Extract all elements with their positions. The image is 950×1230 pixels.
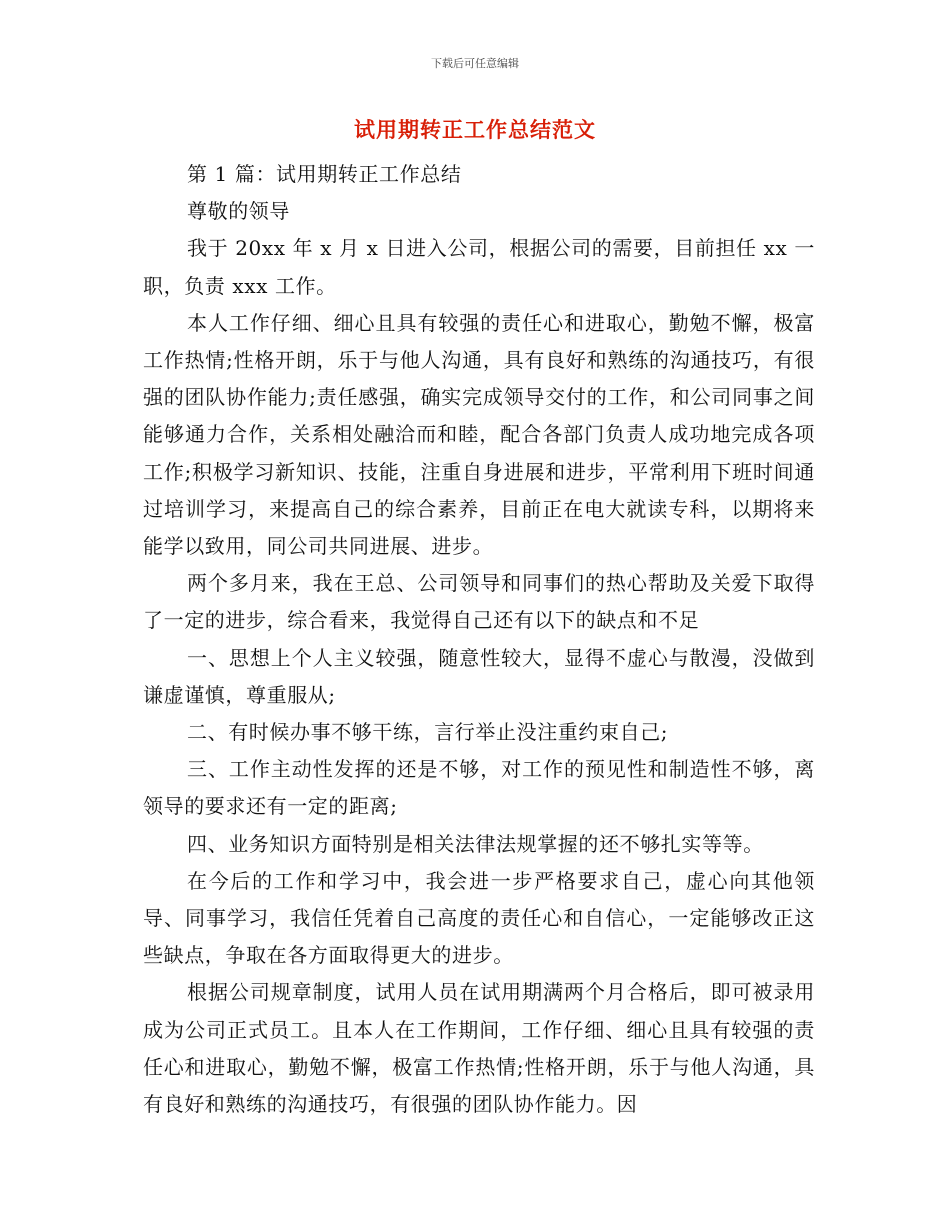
paragraph: 我于 20xx 年 x 月 x 日进入公司，根据公司的需要，目前担任 xx 一职，负责 xxx 工作。 bbox=[143, 236, 815, 298]
paragraph: 两个多月来，我在王总、公司领导和同事们的热心帮助及关爱下取得了一定的进步，综合看来，我觉得自己还有以下的缺点和不足 bbox=[143, 571, 815, 633]
paragraph: 根据公司规章制度，试用人员在试用期满两个月合格后，即可被录用成为公司正式员工。且本人在工作期间，工作仔细、细心且具有较强的责任心和进取心，勤勉不懈，极富工作热情;性格开朗，乐于与他人沟通，具有良好和熟练的沟通技巧，有很强的团队协作能力。因 bbox=[143, 980, 815, 1117]
list-item: 三、工作主动性发挥的还是不够，对工作的预见性和制造性不够，离领导的要求还有一定的距离; bbox=[143, 757, 815, 819]
list-item: 二、有时候办事不够干练，言行举止没注重约束自己; bbox=[187, 720, 669, 745]
document-title: 试用期转正工作总结范文 bbox=[354, 118, 596, 142]
document-body bbox=[143, 156, 815, 1123]
section-heading: 第 1 篇：试用期转正工作总结 bbox=[187, 162, 462, 186]
list-item: 四、业务知识方面特别是相关法律法规掌握的还不够扎实等等。 bbox=[187, 831, 764, 856]
salutation: 尊敬的领导 bbox=[187, 199, 290, 224]
list-item: 一、思想上个人主义较强，随意性较大，显得不虚心与散漫，没做到谦虚谨慎，尊重服从; bbox=[143, 645, 815, 707]
header-note: 下载后可任意编辑 bbox=[431, 57, 519, 70]
paragraph: 本人工作仔细、细心且具有较强的责任心和进取心，勤勉不懈，极富工作热情;性格开朗，乐于与他人沟通，具有良好和熟练的沟通技巧，有很强的团队协作能力;责任感强，确实完成领导交付的工作，和公司同事之间能够通力合作，关系相处融洽而和睦，配合各部门负责人成功地完成各项工作;积极学习新知识、技能，注重自身进展和进步，平常利用下班时间通过培训学习，来提高自己的综合素养，目前正在电大就读专科，以期将来能学以致用，同公司共同进展、进步。 bbox=[143, 310, 815, 559]
paragraph: 在今后的工作和学习中，我会进一步严格要求自己，虚心向其他领导、同事学习，我信任凭着自己高度的责任心和自信心，一定能够改正这些缺点，争取在各方面取得更大的进步。 bbox=[143, 868, 815, 968]
